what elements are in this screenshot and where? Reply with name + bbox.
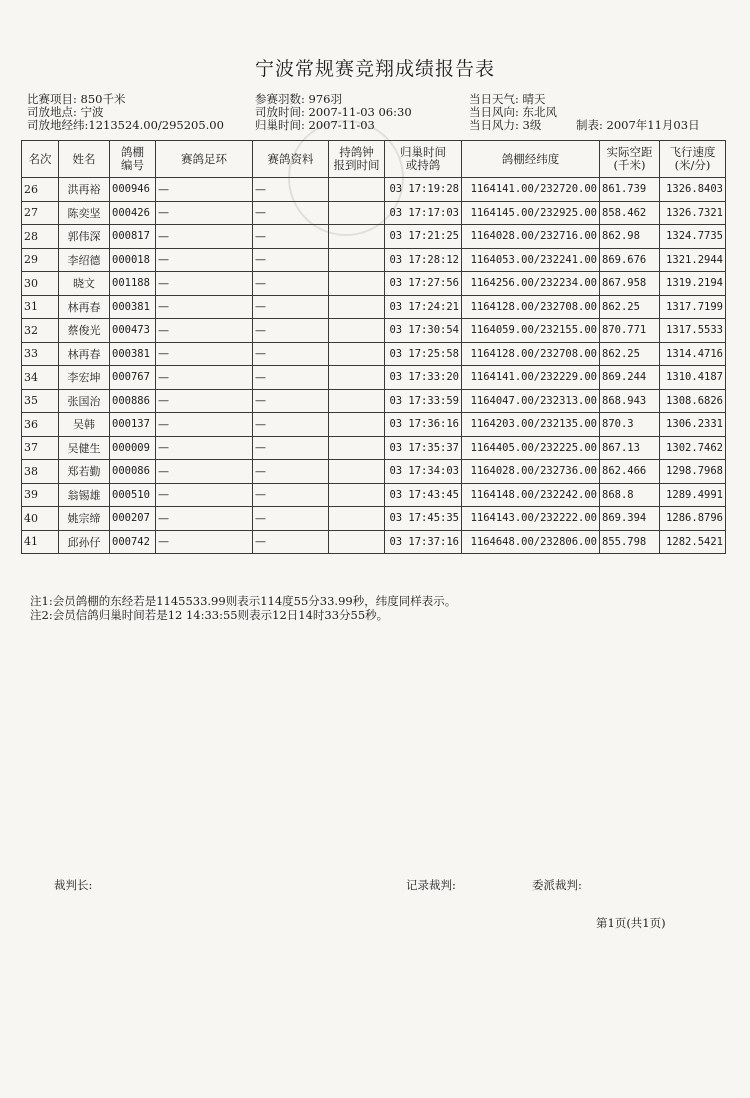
cell-speed: 1319.2194: [660, 272, 726, 296]
cell-ring: —: [156, 225, 253, 249]
cell-ring: —: [156, 295, 253, 319]
cell-distance: 869.244: [600, 366, 660, 390]
cell-rank: 31: [22, 295, 59, 319]
cell-time: 03 17:19:28: [385, 178, 462, 202]
cell-clock: [329, 225, 385, 249]
cell-ring: —: [156, 436, 253, 460]
cell-coord: 1164059.00/232155.00: [462, 319, 600, 343]
cell-info: —: [253, 178, 329, 202]
table-row: [22, 319, 726, 343]
table-row: [22, 530, 726, 554]
cell-distance: 870.3: [600, 413, 660, 437]
cell-rank: 36: [22, 413, 59, 437]
cell-name: 翁锡雄: [59, 483, 110, 507]
cell-time: 03 17:37:16: [385, 530, 462, 554]
cell-loft: 001188: [110, 272, 156, 296]
header-clock: 持鸽钟 报到时间: [329, 141, 385, 178]
cell-info: —: [253, 225, 329, 249]
table-row: [22, 201, 726, 225]
release-coordinates: 司放地经纬:1213524.00/295205.00: [27, 118, 224, 132]
cell-speed: 1310.4187: [660, 366, 726, 390]
cell-rank: 29: [22, 248, 59, 272]
note-2: 注2:会员信鸽归巢时间若是12 14:33:55则表示12日14时33分55秒。: [30, 608, 389, 622]
table-row: [22, 436, 726, 460]
cell-ring: —: [156, 483, 253, 507]
cell-speed: 1326.8403: [660, 178, 726, 202]
table-header-row: [22, 141, 726, 178]
page-title: 宁波常规赛竞翔成绩报告表: [254, 58, 495, 80]
cell-name: 张国治: [59, 389, 110, 413]
cell-ring: —: [156, 413, 253, 437]
note-1: 注1:会员鸽棚的东经若是1145533.99则表示114度55分33.99秒，纬度同样表示。: [30, 594, 457, 608]
entry-count: 参赛羽数: 976羽: [255, 92, 342, 106]
cell-info: —: [253, 366, 329, 390]
cell-speed: 1317.7199: [660, 295, 726, 319]
table-row: [22, 507, 726, 531]
cell-clock: [329, 178, 385, 202]
cell-loft: 000426: [110, 201, 156, 225]
cell-name: 姚宗缔: [59, 507, 110, 531]
cell-time: 03 17:33:20: [385, 366, 462, 390]
cell-distance: 867.13: [600, 436, 660, 460]
cell-coord: 1164141.00/232229.00: [462, 366, 600, 390]
cell-ring: —: [156, 319, 253, 343]
cell-loft: 000767: [110, 366, 156, 390]
cell-name: 陈奕坚: [59, 201, 110, 225]
cell-coord: 1164405.00/232225.00: [462, 436, 600, 460]
cell-speed: 1321.2944: [660, 248, 726, 272]
header-time: 归巢时间 或持鸽: [385, 141, 462, 178]
cell-time: 03 17:34:03: [385, 460, 462, 484]
info-left: [27, 93, 224, 132]
cell-info: —: [253, 295, 329, 319]
cell-loft: 000742: [110, 530, 156, 554]
cell-loft: 000086: [110, 460, 156, 484]
cell-loft: 000817: [110, 225, 156, 249]
header-info: 赛鸽资料: [253, 141, 329, 178]
cell-loft: 000510: [110, 483, 156, 507]
cell-loft: 000009: [110, 436, 156, 460]
cell-time: 03 17:30:54: [385, 319, 462, 343]
cell-coord: 1164128.00/232708.00: [462, 295, 600, 319]
table-row: [22, 483, 726, 507]
cell-rank: 26: [22, 178, 59, 202]
cell-rank: 34: [22, 366, 59, 390]
header-loft: 鸽棚 编号: [110, 141, 156, 178]
cell-info: —: [253, 460, 329, 484]
cell-info: —: [253, 530, 329, 554]
cell-speed: 1308.6826: [660, 389, 726, 413]
weather: 当日天气: 晴天: [469, 92, 546, 106]
cell-rank: 37: [22, 436, 59, 460]
cell-rank: 39: [22, 483, 59, 507]
race-item: 比赛项目: 850千米: [27, 92, 126, 106]
cell-coord: 1164203.00/232135.00: [462, 413, 600, 437]
recorder-label: 记录裁判:: [406, 878, 456, 892]
cell-speed: 1298.7968: [660, 460, 726, 484]
cell-distance: 868.943: [600, 389, 660, 413]
table-row: [22, 342, 726, 366]
cell-info: —: [253, 272, 329, 296]
cell-coord: 1164053.00/232241.00: [462, 248, 600, 272]
cell-loft: 000018: [110, 248, 156, 272]
cell-clock: [329, 507, 385, 531]
cell-name: 吴健生: [59, 436, 110, 460]
cell-info: —: [253, 413, 329, 437]
cell-ring: —: [156, 530, 253, 554]
cell-time: 03 17:43:45: [385, 483, 462, 507]
cell-clock: [329, 530, 385, 554]
cell-time: 03 17:17:03: [385, 201, 462, 225]
cell-speed: 1302.7462: [660, 436, 726, 460]
cell-coord: 1164648.00/232806.00: [462, 530, 600, 554]
cell-rank: 32: [22, 319, 59, 343]
cell-name: 洪再裕: [59, 178, 110, 202]
cell-time: 03 17:35:37: [385, 436, 462, 460]
cell-coord: 1164256.00/232234.00: [462, 272, 600, 296]
table-row: [22, 389, 726, 413]
cell-time: 03 17:45:35: [385, 507, 462, 531]
cell-coord: 1164028.00/232736.00: [462, 460, 600, 484]
cell-clock: [329, 413, 385, 437]
cell-coord: 1164128.00/232708.00: [462, 342, 600, 366]
cell-ring: —: [156, 366, 253, 390]
cell-time: 03 17:28:12: [385, 248, 462, 272]
cell-coord: 1164141.00/232720.00: [462, 178, 600, 202]
cell-ring: —: [156, 201, 253, 225]
wind-force: 当日风力: 3级: [469, 118, 542, 132]
cell-clock: [329, 366, 385, 390]
cell-ring: —: [156, 272, 253, 296]
cell-ring: —: [156, 460, 253, 484]
cell-clock: [329, 342, 385, 366]
info-middle: [255, 93, 412, 132]
cell-clock: [329, 319, 385, 343]
results-table: [21, 140, 726, 554]
cell-clock: [329, 436, 385, 460]
cell-ring: —: [156, 248, 253, 272]
cell-loft: 000381: [110, 295, 156, 319]
header-ring: 赛鸽足环: [156, 141, 253, 178]
cell-distance: 862.466: [600, 460, 660, 484]
cell-coord: 1164148.00/232242.00: [462, 483, 600, 507]
cell-rank: 40: [22, 507, 59, 531]
cell-rank: 38: [22, 460, 59, 484]
cell-info: —: [253, 248, 329, 272]
cell-name: 郭伟深: [59, 225, 110, 249]
cell-time: 03 17:24:21: [385, 295, 462, 319]
cell-info: —: [253, 319, 329, 343]
cell-coord: 1164047.00/232313.00: [462, 389, 600, 413]
cell-name: 蔡俊光: [59, 319, 110, 343]
cell-loft: 000886: [110, 389, 156, 413]
cell-info: —: [253, 201, 329, 225]
cell-ring: —: [156, 178, 253, 202]
cell-coord: 1164143.00/232222.00: [462, 507, 600, 531]
page-number: 第1页(共1页): [596, 916, 666, 930]
cell-clock: [329, 460, 385, 484]
cell-clock: [329, 248, 385, 272]
cell-time: 03 17:21:25: [385, 225, 462, 249]
cell-speed: 1306.2331: [660, 413, 726, 437]
notes: [30, 594, 456, 622]
cell-distance: 868.8: [600, 483, 660, 507]
cell-coord: 1164145.00/232925.00: [462, 201, 600, 225]
chief-judge-label: 裁判长:: [54, 878, 93, 892]
cell-clock: [329, 389, 385, 413]
table-body: [22, 178, 726, 554]
cell-distance: 862.25: [600, 342, 660, 366]
cell-name: 郑若勤: [59, 460, 110, 484]
header-distance: 实际空距 (千米): [600, 141, 660, 178]
return-time: 归巢时间: 2007-11-03: [255, 118, 375, 132]
cell-name: 吴韩: [59, 413, 110, 437]
cell-speed: 1286.8796: [660, 507, 726, 531]
cell-loft: 000473: [110, 319, 156, 343]
cell-info: —: [253, 483, 329, 507]
cell-name: 邱孙仔: [59, 530, 110, 554]
table-row: [22, 295, 726, 319]
release-time: 司放时间: 2007-11-03 06:30: [255, 105, 412, 119]
cell-clock: [329, 272, 385, 296]
cell-name: 李绍德: [59, 248, 110, 272]
cell-distance: 858.462: [600, 201, 660, 225]
table-row: [22, 366, 726, 390]
cell-distance: 869.394: [600, 507, 660, 531]
cell-name: 李宏坤: [59, 366, 110, 390]
cell-distance: 862.25: [600, 295, 660, 319]
cell-name: 晓文: [59, 272, 110, 296]
release-location: 司放地点: 宁波: [27, 105, 104, 119]
delegate-label: 委派裁判:: [532, 878, 582, 892]
cell-distance: 869.676: [600, 248, 660, 272]
cell-speed: 1289.4991: [660, 483, 726, 507]
cell-time: 03 17:36:16: [385, 413, 462, 437]
cell-rank: 30: [22, 272, 59, 296]
cell-time: 03 17:25:58: [385, 342, 462, 366]
cell-speed: 1326.7321: [660, 201, 726, 225]
cell-clock: [329, 295, 385, 319]
wind-direction: 当日风向: 东北风: [469, 105, 558, 119]
table-row: [22, 225, 726, 249]
cell-loft: 000207: [110, 507, 156, 531]
cell-clock: [329, 483, 385, 507]
cell-time: 03 17:33:59: [385, 389, 462, 413]
cell-info: —: [253, 342, 329, 366]
cell-loft: 000381: [110, 342, 156, 366]
cell-distance: 861.739: [600, 178, 660, 202]
header-coord: 鸽棚经纬度: [462, 141, 600, 178]
cell-ring: —: [156, 389, 253, 413]
table-row: [22, 460, 726, 484]
cell-info: —: [253, 507, 329, 531]
cell-speed: 1317.5533: [660, 319, 726, 343]
cell-info: —: [253, 389, 329, 413]
cell-coord: 1164028.00/232716.00: [462, 225, 600, 249]
cell-speed: 1324.7735: [660, 225, 726, 249]
cell-ring: —: [156, 507, 253, 531]
cell-rank: 35: [22, 389, 59, 413]
info-right: [469, 93, 557, 132]
report-date: 制表: 2007年11月03日: [576, 118, 700, 132]
cell-distance: 855.798: [600, 530, 660, 554]
cell-time: 03 17:27:56: [385, 272, 462, 296]
cell-name: 林再春: [59, 342, 110, 366]
cell-distance: 862.98: [600, 225, 660, 249]
table-row: [22, 272, 726, 296]
cell-name: 林再春: [59, 295, 110, 319]
cell-distance: 870.771: [600, 319, 660, 343]
header-name: 姓名: [59, 141, 110, 178]
cell-rank: 41: [22, 530, 59, 554]
cell-rank: 28: [22, 225, 59, 249]
table-row: [22, 178, 726, 202]
header-speed: 飞行速度 (米/分): [660, 141, 726, 178]
header-rank: 名次: [22, 141, 59, 178]
table-row: [22, 248, 726, 272]
cell-rank: 33: [22, 342, 59, 366]
cell-speed: 1282.5421: [660, 530, 726, 554]
cell-rank: 27: [22, 201, 59, 225]
cell-loft: 000946: [110, 178, 156, 202]
cell-info: —: [253, 436, 329, 460]
cell-ring: —: [156, 342, 253, 366]
cell-speed: 1314.4716: [660, 342, 726, 366]
cell-clock: [329, 201, 385, 225]
cell-loft: 000137: [110, 413, 156, 437]
cell-distance: 867.958: [600, 272, 660, 296]
table-row: [22, 413, 726, 437]
